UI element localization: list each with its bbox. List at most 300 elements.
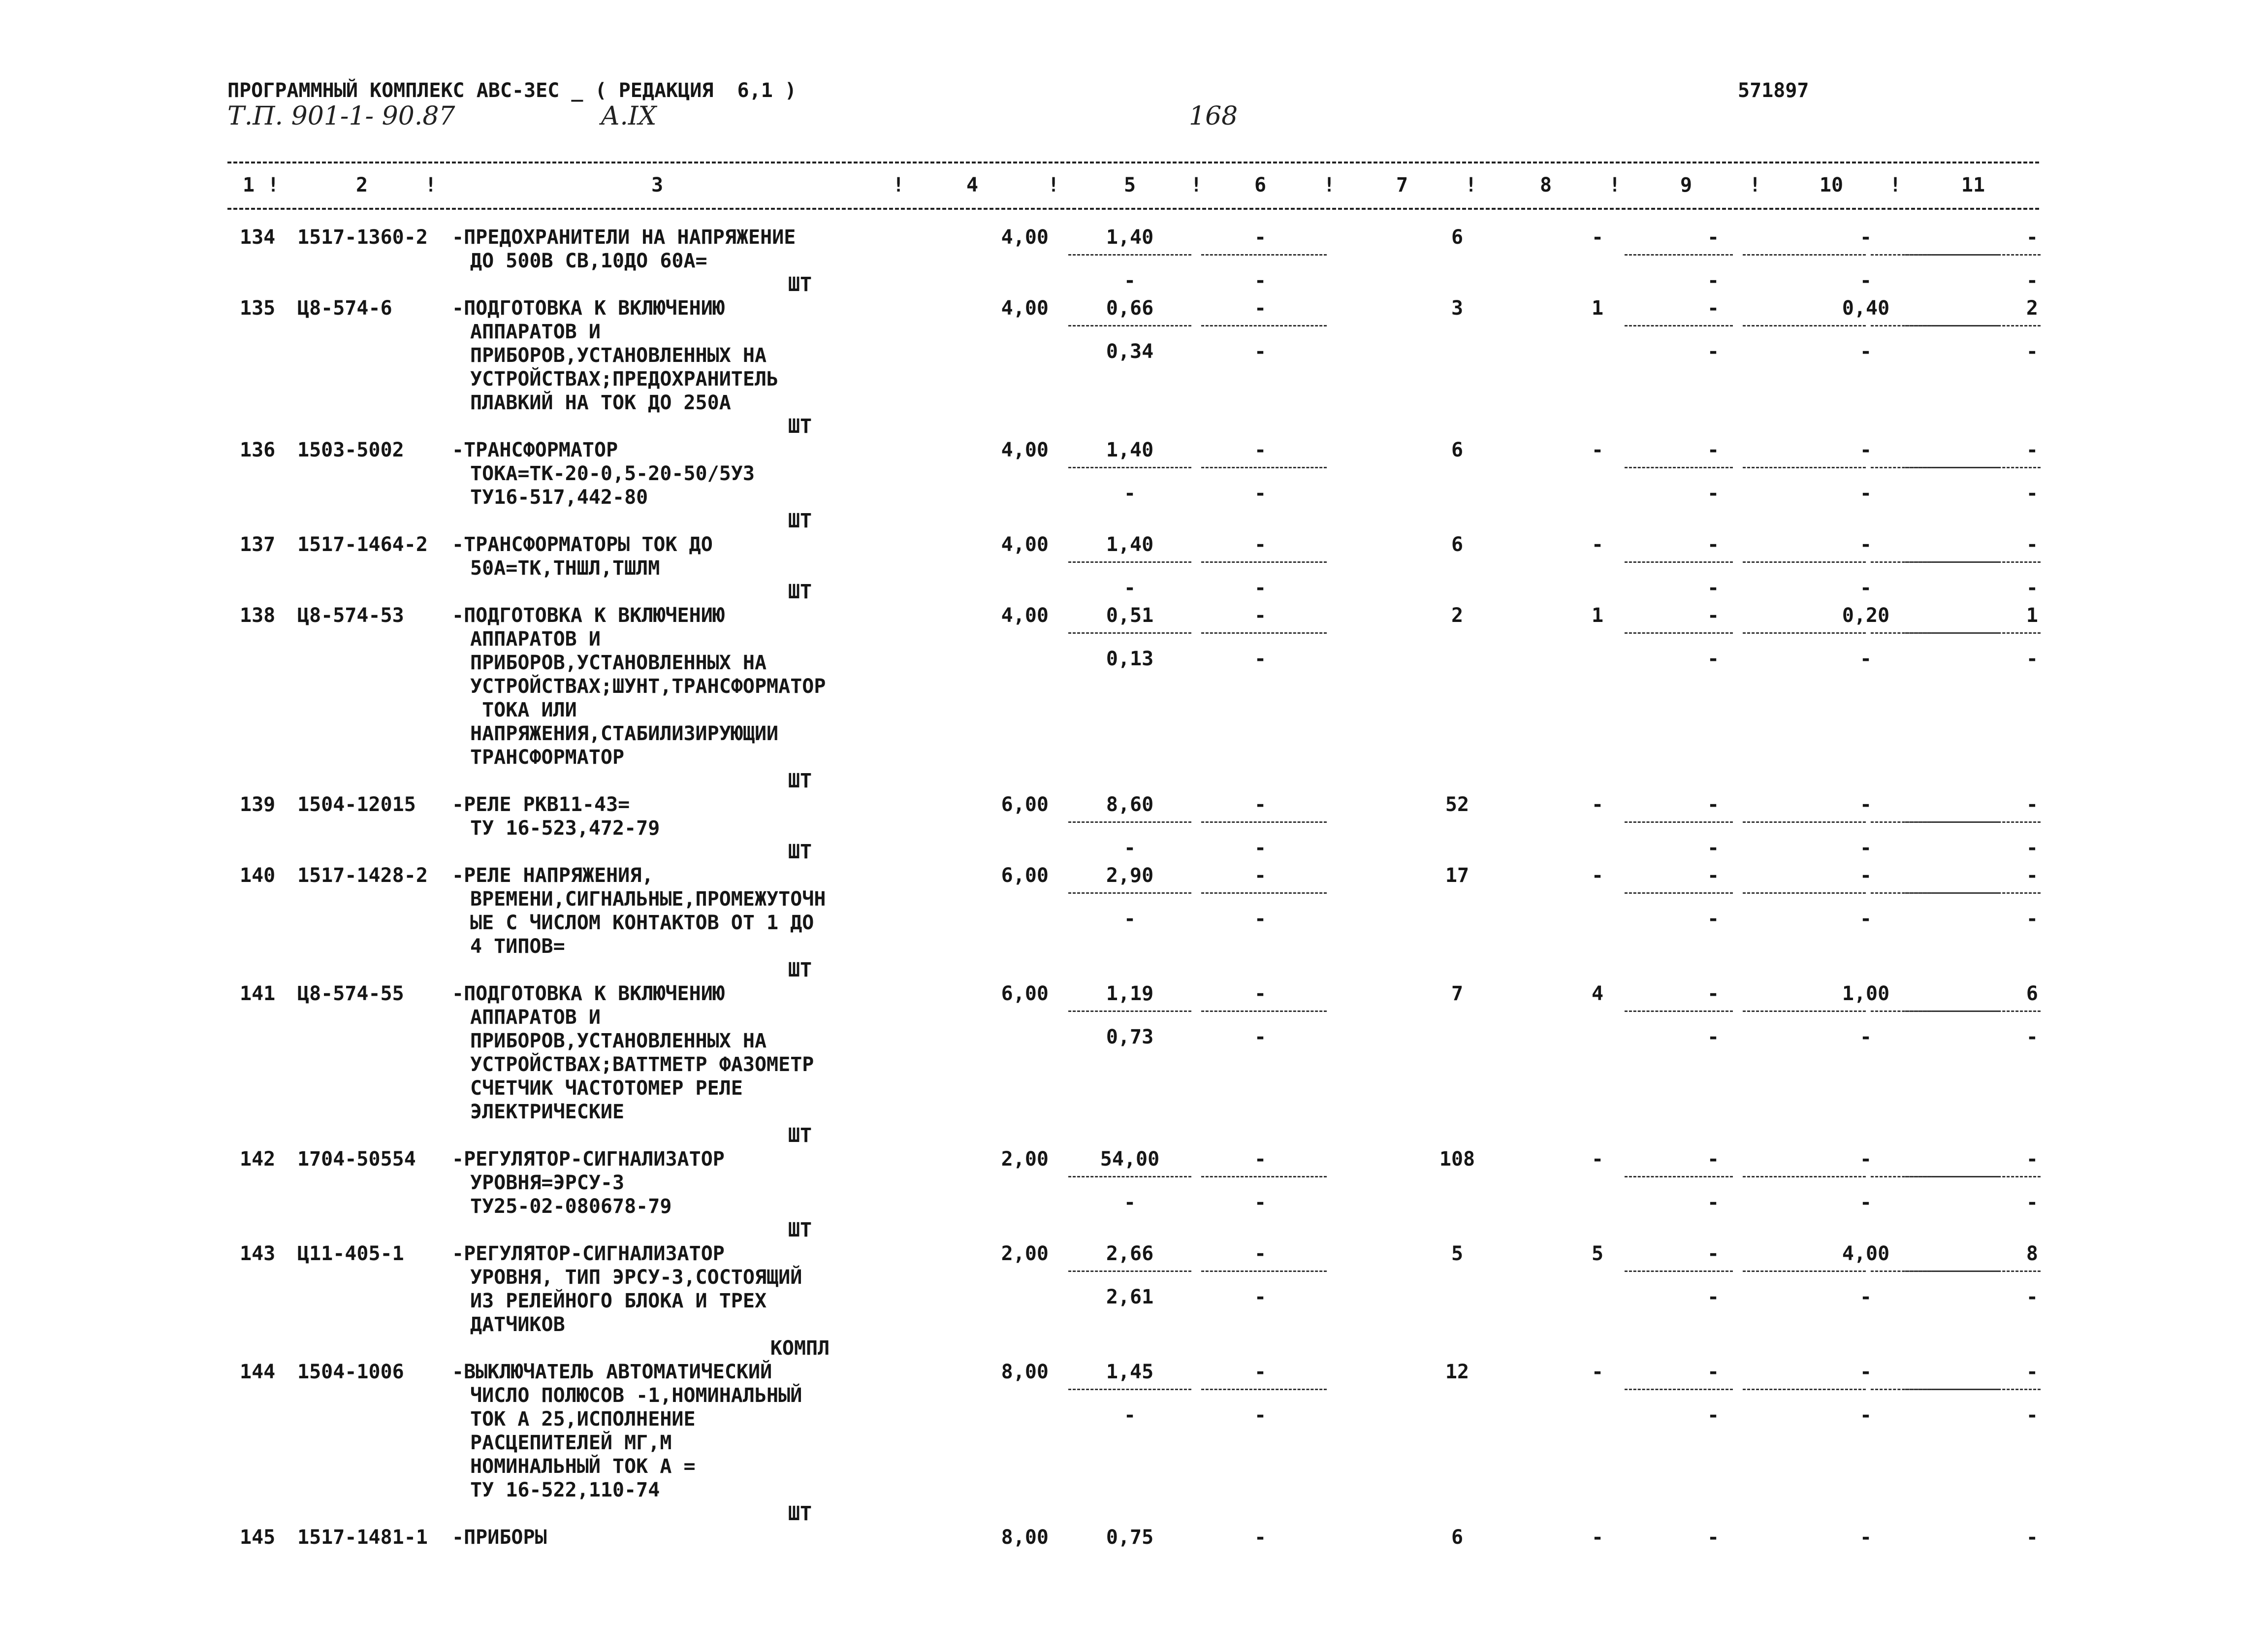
- col6-bottom: -: [1254, 340, 1267, 363]
- col10-top: 0,20: [1842, 604, 1890, 627]
- labor-cost-bottom: -: [1123, 577, 1136, 599]
- fraction-rule: [1625, 325, 1733, 326]
- unit-label: ШТ: [788, 273, 812, 296]
- col6-bottom: -: [1254, 1191, 1267, 1214]
- col9-bottom: -: [1707, 1191, 1720, 1214]
- fraction-rule: [1201, 1176, 1327, 1177]
- fraction-rule: [1201, 1270, 1327, 1272]
- col10-bottom: -: [1859, 1404, 1872, 1427]
- item-description: 4 ТИПОВ=: [470, 935, 565, 958]
- quantity: 6,00: [1001, 793, 1049, 816]
- item-description: ИЗ РЕЛЕЙНОГО БЛОКА И ТРЕХ: [470, 1290, 767, 1312]
- col8-value: -: [1591, 864, 1604, 887]
- row-number: 135: [240, 297, 276, 320]
- col6-bottom: -: [1254, 1404, 1267, 1427]
- fraction-rule: [1625, 1010, 1733, 1012]
- col6-top: -: [1254, 1242, 1267, 1265]
- fraction-rule: [1201, 467, 1327, 468]
- col7-value: 6: [1451, 533, 1464, 556]
- item-description: -РЕЛЕ РКВ11-43=: [452, 793, 630, 816]
- item-description: СЧЕТЧИК ЧАСТОТОМЕР РЕЛЕ: [470, 1077, 743, 1100]
- fraction-rule: [1068, 325, 1191, 326]
- fraction-rule: [1068, 632, 1191, 634]
- item-description: ТУ25-02-080678-79: [470, 1195, 672, 1218]
- item-description: ПРИБОРОВ,УСТАНОВЛЕННЫХ НА: [470, 1030, 767, 1052]
- item-code: 1504-12015: [297, 793, 416, 816]
- item-description: -ПРЕДОХРАНИТЕЛИ НА НАПРЯЖЕНИЕ: [452, 226, 796, 249]
- col7-value: 5: [1451, 1242, 1464, 1265]
- fraction-rule: [1743, 1176, 1866, 1177]
- item-code: 1504-1006: [297, 1361, 404, 1383]
- fraction-rule: [1625, 1270, 1733, 1272]
- item-description: АППАРАТОВ И: [470, 1006, 601, 1029]
- column-header-3: 3: [651, 174, 664, 196]
- column-header-9: 9: [1680, 174, 1693, 196]
- col6-bottom: -: [1254, 908, 1267, 930]
- col8-value: -: [1591, 226, 1604, 249]
- col11-bottom: -: [2026, 482, 2038, 505]
- fraction-rule: [1625, 892, 1733, 894]
- column-header-1: 1: [242, 174, 255, 196]
- fraction-rule: [1068, 1010, 1191, 1012]
- item-description: ПРИБОРОВ,УСТАНОВЛЕННЫХ НА: [470, 344, 767, 367]
- fraction-rule: [1201, 254, 1327, 256]
- col8-value: -: [1591, 439, 1604, 461]
- column-separator: !: [1190, 174, 1203, 196]
- fraction-rule: [1201, 892, 1327, 894]
- labor-cost-top: 0,51: [1106, 604, 1154, 627]
- fraction-rule: [1905, 254, 2041, 256]
- item-description: ПЛАВКИЙ НА ТОК ДО 250А: [470, 391, 731, 414]
- labor-cost-top: 8,60: [1106, 793, 1154, 816]
- col11-top: -: [2026, 533, 2038, 556]
- col11-top: 6: [2026, 982, 2038, 1005]
- col10-bottom: -: [1859, 648, 1872, 670]
- fraction-rule: [1905, 1176, 2041, 1177]
- col9-top: -: [1707, 864, 1720, 887]
- item-description: ЫЕ С ЧИСЛОМ КОНТАКТОВ ОТ 1 ДО: [470, 912, 814, 934]
- col6-top: -: [1254, 864, 1267, 887]
- col10-bottom: -: [1859, 340, 1872, 363]
- fraction-rule: [1068, 821, 1191, 823]
- document-code: 571897: [1738, 79, 1809, 102]
- col11-bottom: -: [2026, 1191, 2038, 1214]
- labor-cost-bottom: 2,61: [1106, 1286, 1154, 1308]
- col10-bottom: -: [1859, 269, 1872, 292]
- col10-top: -: [1859, 793, 1872, 816]
- fraction-rule: [1201, 561, 1327, 563]
- row-number: 136: [240, 439, 276, 461]
- column-separator: !: [1749, 174, 1761, 196]
- quantity: 2,00: [1001, 1242, 1049, 1265]
- row-number: 141: [240, 982, 276, 1005]
- col11-top: -: [2026, 439, 2038, 461]
- unit-label: ШТ: [788, 1502, 812, 1525]
- col6-bottom: -: [1254, 1026, 1267, 1048]
- row-number: 145: [240, 1526, 276, 1549]
- fraction-rule: [1625, 1389, 1733, 1390]
- fraction-rule: [1905, 632, 2041, 634]
- col8-value: -: [1591, 1361, 1604, 1383]
- item-description: -РЕГУЛЯТОР-СИГНАЛИЗАТОР: [452, 1148, 725, 1171]
- col11-top: 8: [2026, 1242, 2038, 1265]
- labor-cost-bottom: -: [1123, 1404, 1136, 1427]
- item-description: НАПРЯЖЕНИЯ,СТАБИЛИЗИРУЮЩИИ: [470, 722, 779, 745]
- row-number: 138: [240, 604, 276, 627]
- item-description: РАСЦЕПИТЕЛЕЙ МГ,М: [470, 1432, 672, 1454]
- col8-value: 1: [1591, 297, 1604, 320]
- unit-label: ШТ: [788, 959, 812, 981]
- item-code: 1517-1481-1: [297, 1526, 428, 1549]
- column-header-10: 10: [1819, 174, 1844, 196]
- item-description: ТОКА ИЛИ: [470, 699, 577, 721]
- col6-top: -: [1254, 604, 1267, 627]
- fraction-rule: [1905, 325, 2041, 326]
- col10-bottom: -: [1859, 837, 1872, 859]
- fraction-rule: [1743, 467, 1866, 468]
- item-description: ВРЕМЕНИ,СИГНАЛЬНЫЕ,ПРОМЕЖУТОЧН: [470, 888, 826, 911]
- unit-label: ШТ: [788, 415, 812, 438]
- quantity: 6,00: [1001, 864, 1049, 887]
- item-description: АППАРАТОВ И: [470, 628, 601, 651]
- col9-bottom: -: [1707, 1026, 1720, 1048]
- item-description: -ТРАНСФОРМАТОРЫ ТОК ДО: [452, 533, 713, 556]
- col11-top: -: [2026, 1148, 2038, 1171]
- item-description: ПРИБОРОВ,УСТАНОВЛЕННЫХ НА: [470, 651, 767, 674]
- col9-top: -: [1707, 1526, 1720, 1549]
- col8-value: -: [1591, 793, 1604, 816]
- item-description: УСТРОЙСТВАХ;ПРЕДОХРАНИТЕЛЬ: [470, 368, 779, 391]
- item-code: 1704-50554: [297, 1148, 416, 1171]
- item-code: 1517-1360-2: [297, 226, 428, 249]
- col11-bottom: -: [2026, 1286, 2038, 1308]
- item-description: 50А=ТК,ТНШЛ,ТШЛМ: [470, 557, 660, 580]
- row-number: 139: [240, 793, 276, 816]
- unit-label: ШТ: [788, 510, 812, 532]
- col11-top: -: [2026, 1361, 2038, 1383]
- fraction-rule: [1068, 254, 1191, 256]
- labor-cost-top: 54,00: [1100, 1148, 1160, 1171]
- col6-bottom: -: [1254, 269, 1267, 292]
- labor-cost-bottom: -: [1123, 482, 1136, 505]
- col7-value: 108: [1439, 1148, 1475, 1171]
- column-header-8: 8: [1539, 174, 1552, 196]
- col11-bottom: -: [2026, 1026, 2038, 1048]
- col10-top: 4,00: [1842, 1242, 1890, 1265]
- col11-top: -: [2026, 1526, 2038, 1549]
- item-code: Ц8-574-6: [297, 297, 392, 320]
- col6-top: -: [1254, 533, 1267, 556]
- col10-top: -: [1859, 439, 1872, 461]
- col7-value: 6: [1451, 439, 1464, 461]
- fraction-rule: [1068, 1389, 1191, 1390]
- column-header-7: 7: [1396, 174, 1408, 196]
- col8-value: 4: [1591, 982, 1604, 1005]
- item-code: 1517-1464-2: [297, 533, 428, 556]
- item-description: УРОВНЯ=ЭРСУ-3: [470, 1172, 625, 1194]
- col9-top: -: [1707, 533, 1720, 556]
- row-number: 143: [240, 1242, 276, 1265]
- item-description: УСТРОЙСТВАХ;ВАТТМЕТР ФАЗОМЕТР: [470, 1053, 814, 1076]
- quantity: 6,00: [1001, 982, 1049, 1005]
- fraction-rule: [1743, 892, 1866, 894]
- column-separator: !: [1323, 174, 1336, 196]
- table-header-rule: [227, 208, 2039, 210]
- labor-cost-top: 0,66: [1106, 297, 1154, 320]
- col6-top: -: [1254, 1148, 1267, 1171]
- labor-cost-top: 2,66: [1106, 1242, 1154, 1265]
- item-code: Ц11-405-1: [297, 1242, 404, 1265]
- labor-cost-bottom: -: [1123, 269, 1136, 292]
- quantity: 4,00: [1001, 533, 1049, 556]
- item-code: Ц8-574-53: [297, 604, 404, 627]
- col11-top: 1: [2026, 604, 2038, 627]
- item-description: -ТРАНСФОРМАТОР: [452, 439, 618, 461]
- col9-top: -: [1707, 297, 1720, 320]
- col7-value: 52: [1445, 793, 1469, 816]
- col6-top: -: [1254, 793, 1267, 816]
- col10-top: -: [1859, 1361, 1872, 1383]
- fraction-rule: [1905, 1270, 2041, 1272]
- fraction-rule: [1201, 325, 1327, 326]
- col10-top: 1,00: [1842, 982, 1890, 1005]
- quantity: 4,00: [1001, 604, 1049, 627]
- col6-top: -: [1254, 1526, 1267, 1549]
- item-description: -РЕГУЛЯТОР-СИГНАЛИЗАТОР: [452, 1242, 725, 1265]
- item-code: 1517-1428-2: [297, 864, 428, 887]
- labor-cost-bottom: 0,73: [1106, 1026, 1154, 1048]
- col7-value: 7: [1451, 982, 1464, 1005]
- col6-top: -: [1254, 1361, 1267, 1383]
- col9-bottom: -: [1707, 1286, 1720, 1308]
- fraction-rule: [1068, 467, 1191, 468]
- labor-cost-bottom: -: [1123, 1191, 1136, 1214]
- fraction-rule: [1743, 1270, 1866, 1272]
- column-separator: !: [1465, 174, 1477, 196]
- labor-cost-top: 1,19: [1106, 982, 1154, 1005]
- col11-bottom: -: [2026, 648, 2038, 670]
- fraction-rule: [1068, 1270, 1191, 1272]
- item-description: ТУ 16-522,110-74: [470, 1479, 660, 1501]
- column-header-6: 6: [1254, 174, 1267, 196]
- col9-bottom: -: [1707, 908, 1720, 930]
- item-description: УСТРОЙСТВАХ;ШУНТ,ТРАНСФОРМАТОР: [470, 675, 826, 698]
- labor-cost-top: 1,40: [1106, 439, 1154, 461]
- fraction-rule: [1068, 1176, 1191, 1177]
- col6-top: -: [1254, 297, 1267, 320]
- item-description: ТУ 16-523,472-79: [470, 817, 660, 840]
- quantity: 2,00: [1001, 1148, 1049, 1171]
- item-description: НОМИНАЛЬНЫЙ ТОК А =: [470, 1455, 696, 1478]
- page-number-handwritten: 168: [1189, 101, 1238, 131]
- col6-top: -: [1254, 982, 1267, 1005]
- fraction-rule: [1905, 1389, 2041, 1390]
- col6-top: -: [1254, 439, 1267, 461]
- col10-bottom: -: [1859, 577, 1872, 599]
- labor-cost-bottom: -: [1123, 837, 1136, 859]
- labor-cost-top: 1,40: [1106, 533, 1154, 556]
- col7-value: 6: [1451, 226, 1464, 249]
- item-description: -ПРИБОРЫ: [452, 1526, 547, 1549]
- fraction-rule: [1625, 467, 1733, 468]
- col9-top: -: [1707, 793, 1720, 816]
- col8-value: 1: [1591, 604, 1604, 627]
- row-number: 134: [240, 226, 276, 249]
- col11-bottom: -: [2026, 340, 2038, 363]
- item-description: ДО 500В СВ,10ДО 60А=: [470, 250, 707, 272]
- quantity: 8,00: [1001, 1361, 1049, 1383]
- labor-cost-top: 2,90: [1106, 864, 1154, 887]
- col6-bottom: -: [1254, 482, 1267, 505]
- labor-cost-bottom: -: [1123, 908, 1136, 930]
- col10-bottom: -: [1859, 908, 1872, 930]
- item-description: ТОКА=ТК-20-0,5-20-50/5У3: [470, 462, 755, 485]
- quantity: 4,00: [1001, 297, 1049, 320]
- program-header: ПРОГРАММНЫЙ КОМПЛЕКС АВС-ЗЕС _ ( РЕДАКЦИЯ 6,1 ): [227, 79, 797, 102]
- row-number: 140: [240, 864, 276, 887]
- col8-value: -: [1591, 533, 1604, 556]
- col6-bottom: -: [1254, 577, 1267, 599]
- col11-top: -: [2026, 864, 2038, 887]
- item-code: 1503-5002: [297, 439, 404, 461]
- fraction-rule: [1625, 1176, 1733, 1177]
- col7-value: 2: [1451, 604, 1464, 627]
- fraction-rule: [1743, 821, 1866, 823]
- col10-bottom: -: [1859, 1191, 1872, 1214]
- item-description: УРОВНЯ, ТИП ЭРСУ-3,СОСТОЯЩИЙ: [470, 1266, 802, 1289]
- col6-bottom: -: [1254, 648, 1267, 670]
- item-description: ЧИСЛО ПОЛЮСОВ -1,НОМИНАЛЬНЫЙ: [470, 1384, 802, 1407]
- col11-bottom: -: [2026, 269, 2038, 292]
- item-description: АППАРАТОВ И: [470, 321, 601, 343]
- fraction-rule: [1625, 561, 1733, 563]
- column-separator: !: [267, 174, 280, 196]
- column-header-5: 5: [1123, 174, 1136, 196]
- col9-top: -: [1707, 1361, 1720, 1383]
- col6-bottom: -: [1254, 837, 1267, 859]
- column-header-2: 2: [355, 174, 368, 196]
- col9-bottom: -: [1707, 837, 1720, 859]
- table-top-rule: [227, 162, 2039, 163]
- fraction-rule: [1905, 561, 2041, 563]
- fraction-rule: [1201, 632, 1327, 634]
- quantity: 4,00: [1001, 226, 1049, 249]
- unit-label: ШТ: [788, 1124, 812, 1147]
- quantity: 4,00: [1001, 439, 1049, 461]
- column-separator: !: [1889, 174, 1902, 196]
- item-description: -ПОДГОТОВКА К ВКЛЮЧЕНИЮ: [452, 297, 725, 320]
- fraction-rule: [1743, 254, 1866, 256]
- col9-bottom: -: [1707, 1404, 1720, 1427]
- fraction-rule: [1068, 892, 1191, 894]
- unit-label: ШТ: [788, 841, 812, 863]
- col9-bottom: -: [1707, 648, 1720, 670]
- col9-top: -: [1707, 604, 1720, 627]
- col9-bottom: -: [1707, 340, 1720, 363]
- col7-value: 12: [1445, 1361, 1469, 1383]
- column-header-4: 4: [966, 174, 979, 196]
- column-separator: !: [1048, 174, 1060, 196]
- item-description: ТУ16-517,442-80: [470, 486, 648, 509]
- col11-bottom: -: [2026, 1404, 2038, 1427]
- col11-top: -: [2026, 226, 2038, 249]
- fraction-rule: [1743, 632, 1866, 634]
- col7-value: 6: [1451, 1526, 1464, 1549]
- col9-top: -: [1707, 439, 1720, 461]
- col10-top: -: [1859, 1148, 1872, 1171]
- fraction-rule: [1905, 1010, 2041, 1012]
- row-number: 144: [240, 1361, 276, 1383]
- fraction-rule: [1201, 1389, 1327, 1390]
- col10-top: -: [1859, 226, 1872, 249]
- fraction-rule: [1201, 1010, 1327, 1012]
- col11-bottom: -: [2026, 577, 2038, 599]
- col8-value: -: [1591, 1526, 1604, 1549]
- fraction-rule: [1905, 467, 2041, 468]
- item-description: ЭЛЕКТРИЧЕСКИЕ: [470, 1101, 625, 1123]
- fraction-rule: [1625, 254, 1733, 256]
- fraction-rule: [1201, 821, 1327, 823]
- fraction-rule: [1068, 561, 1191, 563]
- col9-top: -: [1707, 982, 1720, 1005]
- col7-value: 17: [1445, 864, 1469, 887]
- labor-cost-top: 0,75: [1106, 1526, 1154, 1549]
- col10-top: -: [1859, 533, 1872, 556]
- album-handwritten: А.IX: [601, 101, 657, 131]
- column-separator: !: [1609, 174, 1621, 196]
- col10-top: -: [1859, 1526, 1872, 1549]
- unit-label: ШТ: [788, 581, 812, 603]
- unit-label: ШТ: [788, 770, 812, 792]
- fraction-rule: [1625, 632, 1733, 634]
- unit-label: ШТ: [788, 1219, 812, 1241]
- col10-top: 0,40: [1842, 297, 1890, 320]
- col9-bottom: -: [1707, 482, 1720, 505]
- unit-label: КОМПЛ: [770, 1337, 830, 1360]
- fraction-rule: [1743, 561, 1866, 563]
- col10-top: -: [1859, 864, 1872, 887]
- quantity: 8,00: [1001, 1526, 1049, 1549]
- labor-cost-bottom: 0,13: [1106, 648, 1154, 670]
- fraction-rule: [1905, 821, 2041, 823]
- col9-bottom: -: [1707, 269, 1720, 292]
- col10-bottom: -: [1859, 1026, 1872, 1048]
- row-number: 137: [240, 533, 276, 556]
- column-separator: !: [425, 174, 437, 196]
- item-description: -ПОДГОТОВКА К ВКЛЮЧЕНИЮ: [452, 604, 725, 627]
- item-description: ДАТЧИКОВ: [470, 1313, 565, 1336]
- col8-value: -: [1591, 1148, 1604, 1171]
- col10-bottom: -: [1859, 1286, 1872, 1308]
- fraction-rule: [1743, 1010, 1866, 1012]
- col11-top: -: [2026, 793, 2038, 816]
- fraction-rule: [1743, 1389, 1866, 1390]
- col6-bottom: -: [1254, 1286, 1267, 1308]
- col10-bottom: -: [1859, 482, 1872, 505]
- col11-top: 2: [2026, 297, 2038, 320]
- labor-cost-top: 1,45: [1106, 1361, 1154, 1383]
- item-code: Ц8-574-55: [297, 982, 404, 1005]
- column-header-11: 11: [1961, 174, 1985, 196]
- fraction-rule: [1743, 325, 1866, 326]
- col9-bottom: -: [1707, 577, 1720, 599]
- fraction-rule: [1625, 821, 1733, 823]
- col9-top: -: [1707, 1242, 1720, 1265]
- col11-bottom: -: [2026, 837, 2038, 859]
- col11-bottom: -: [2026, 908, 2038, 930]
- fraction-rule: [1905, 892, 2041, 894]
- col9-top: -: [1707, 1148, 1720, 1171]
